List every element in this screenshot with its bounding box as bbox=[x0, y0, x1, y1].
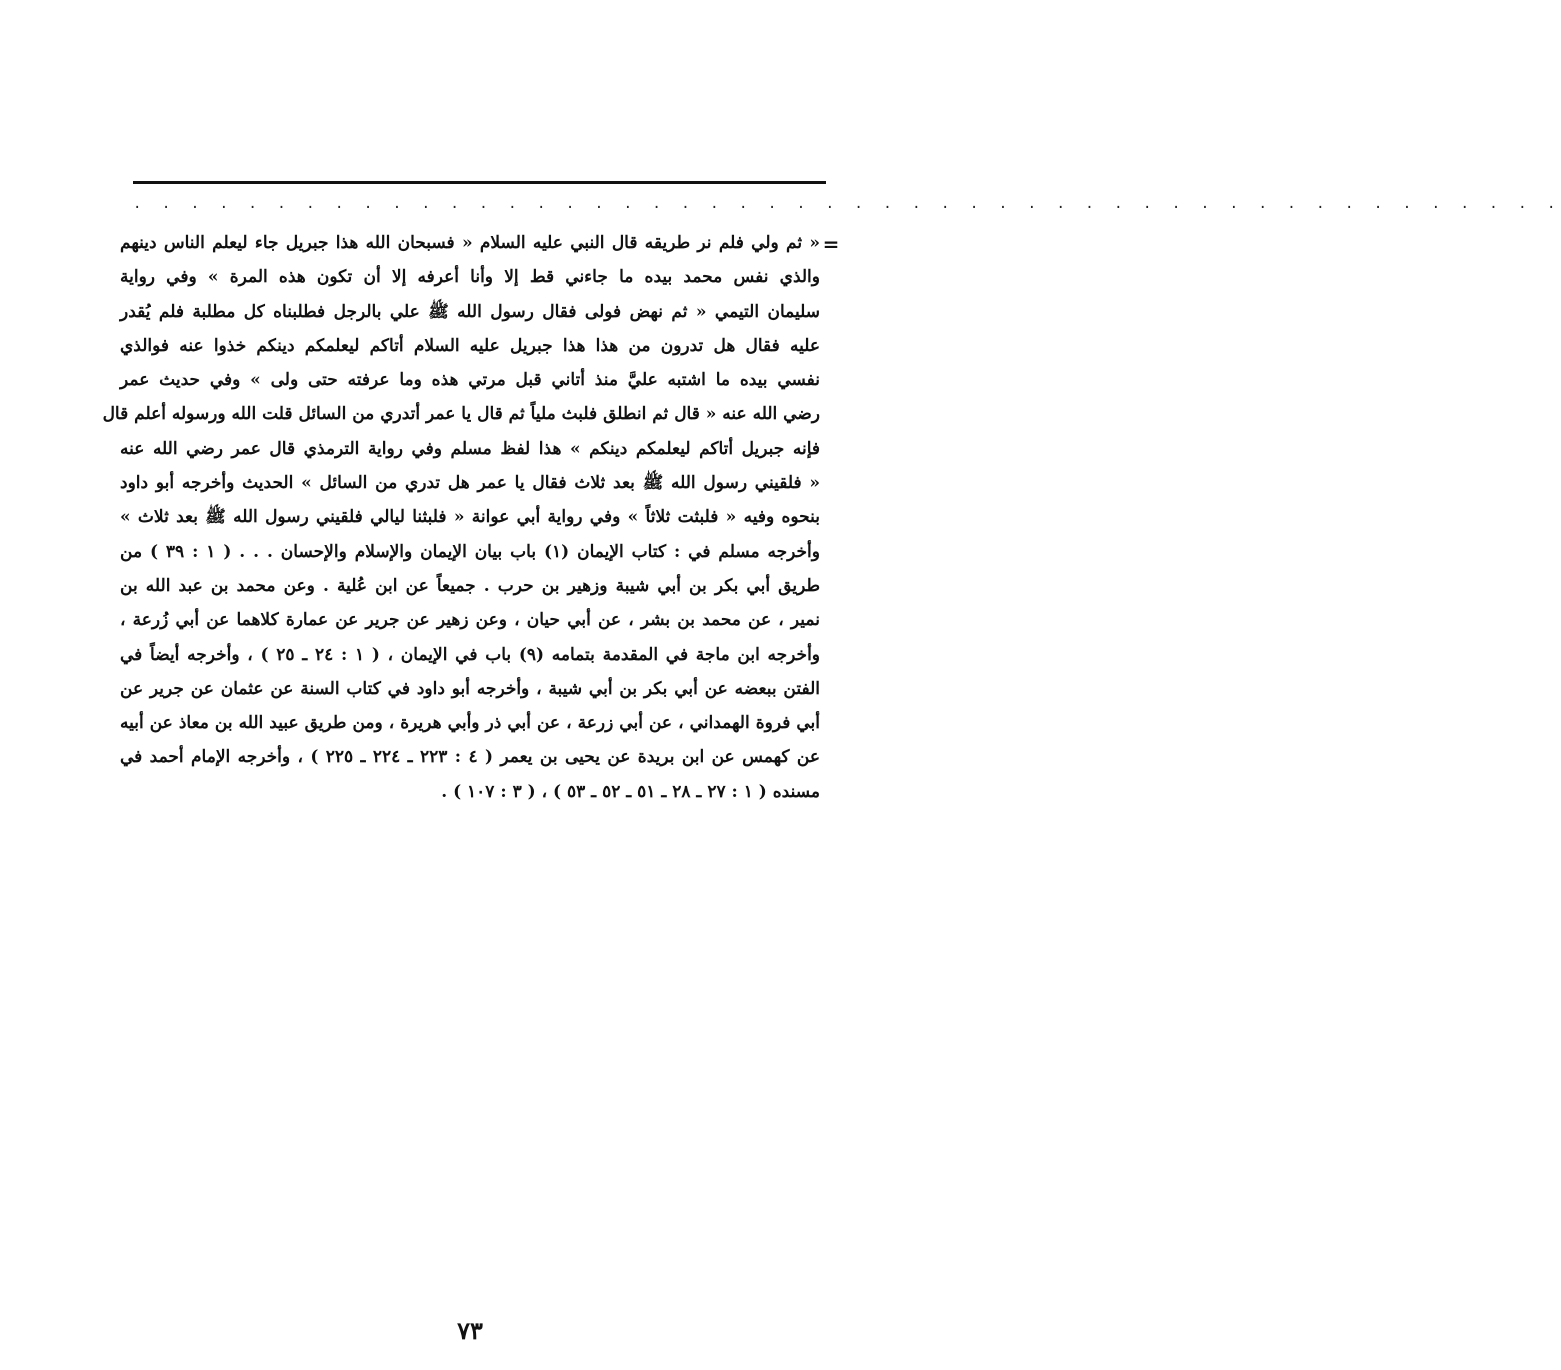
footnote-line: « ثم ولي فلم نر طريقه قال النبي عليه السلام « فسبحان الله هذا جبريل جاء ليعلم الناس دينهم bbox=[120, 233, 820, 253]
footnote-line: سليمان التيمي « ثم نهض فولى فقال رسول الله ﷺ علي بالرجل فطلبناه كل مطلبة فلم يُقدر bbox=[120, 301, 820, 322]
page-number: ٧٣ bbox=[457, 1316, 483, 1345]
footnote-text bbox=[102, 226, 820, 809]
footnote-line: وأخرجه ابن ماجة في المقدمة بتمامه (٩) باب في الإيمان ، ( ١ : ٢٤ ـ ٢٥ ) ، وأخرجه أيضاً في bbox=[120, 644, 820, 665]
footnote-line: الفتن ببعضه عن أبي بكر بن أبي شيبة ، وأخرجه أبو داود في كتاب السنة عن عثمان عن جرير عن bbox=[120, 678, 820, 699]
footnote-line: نمير ، عن محمد بن بشر ، عن أبي حيان ، وعن زهير عن جرير عن عمارة كلاهما عن أبي زُرعة ، bbox=[120, 610, 820, 631]
continuation-marker: = bbox=[822, 232, 840, 256]
footnote-line: « فلقيني رسول الله ﷺ بعد ثلاث فقال يا عمر هل تدري من السائل » الحديث وأخرجه أبو داود bbox=[120, 473, 820, 494]
footnote-line: وأخرجه مسلم في : كتاب الإيمان (١) باب بيان الإيمان والإسلام والإحسان . . . ( ١ : ٣٩ ) من bbox=[120, 541, 820, 562]
footnote-line: أبي فروة الهمداني ، عن أبي زرعة ، عن أبي ذر وأبي هريرة ، ومن طريق عبيد الله بن معاذ عن أبيه bbox=[120, 713, 820, 734]
footnote-separator-rule bbox=[133, 181, 826, 184]
footnote-line: مسنده ( ١ : ٢٧ ـ ٢٨ ـ ٥١ ـ ٥٢ ـ ٥٣ ) ، ( ٣ : ١٠٧ ) . bbox=[441, 781, 820, 802]
footnote-line: عليه فقال هل تدرون من هذا هذا جبريل عليه السلام أتاكم ليعلمكم دينكم خذوا عنه فوالذي bbox=[120, 335, 820, 356]
footnote-line: رضي الله عنه « قال ثم انطلق فلبث ملياً ثم قال يا عمر أتدري من السائل قلت الله ورسوله أعلم قال bbox=[102, 404, 820, 425]
footnote-line: بنحوه وفيه « فلبثت ثلاثاً » وفي رواية أبي عوانة « فلبثنا ليالي فلقيني رسول الله ﷺ بعد ثلاث » bbox=[120, 507, 820, 528]
footnote-line: عن كهمس عن ابن بريدة عن يحيى بن يعمر ( ٤ : ٢٢٣ ـ ٢٢٤ ـ ٢٢٥ ) ، وأخرجه الإمام أحمد في bbox=[120, 747, 820, 768]
footnote-line: نفسي بيده ما اشتبه عليَّ منذ أتاني قبل مرتي هذه وما عرفته حتى ولى » وفي حديث عمر bbox=[120, 370, 820, 391]
footnote-line: طريق أبي بكر بن أبي شيبة وزهير بن حرب . جميعاً عن ابن عُلية . وعن محمد بن عبد الله بن bbox=[120, 575, 820, 596]
footnote-line: فإنه جبريل أتاكم ليعلمكم دينكم » هذا لفظ مسلم وفي رواية الترمذي قال عمر رضي الله عنه bbox=[120, 438, 820, 459]
dotted-separator: . . . . . . . . . . . . . . . . . . . . . . . . . . . . . . . . . . . . . . . . . . . . . . . . . . bbox=[133, 196, 1561, 212]
footnote-line: والذي نفس محمد بيده ما جاءني قط إلا وأنا أعرفه إلا أن تكون هذه المرة » وفي رواية bbox=[120, 267, 820, 288]
